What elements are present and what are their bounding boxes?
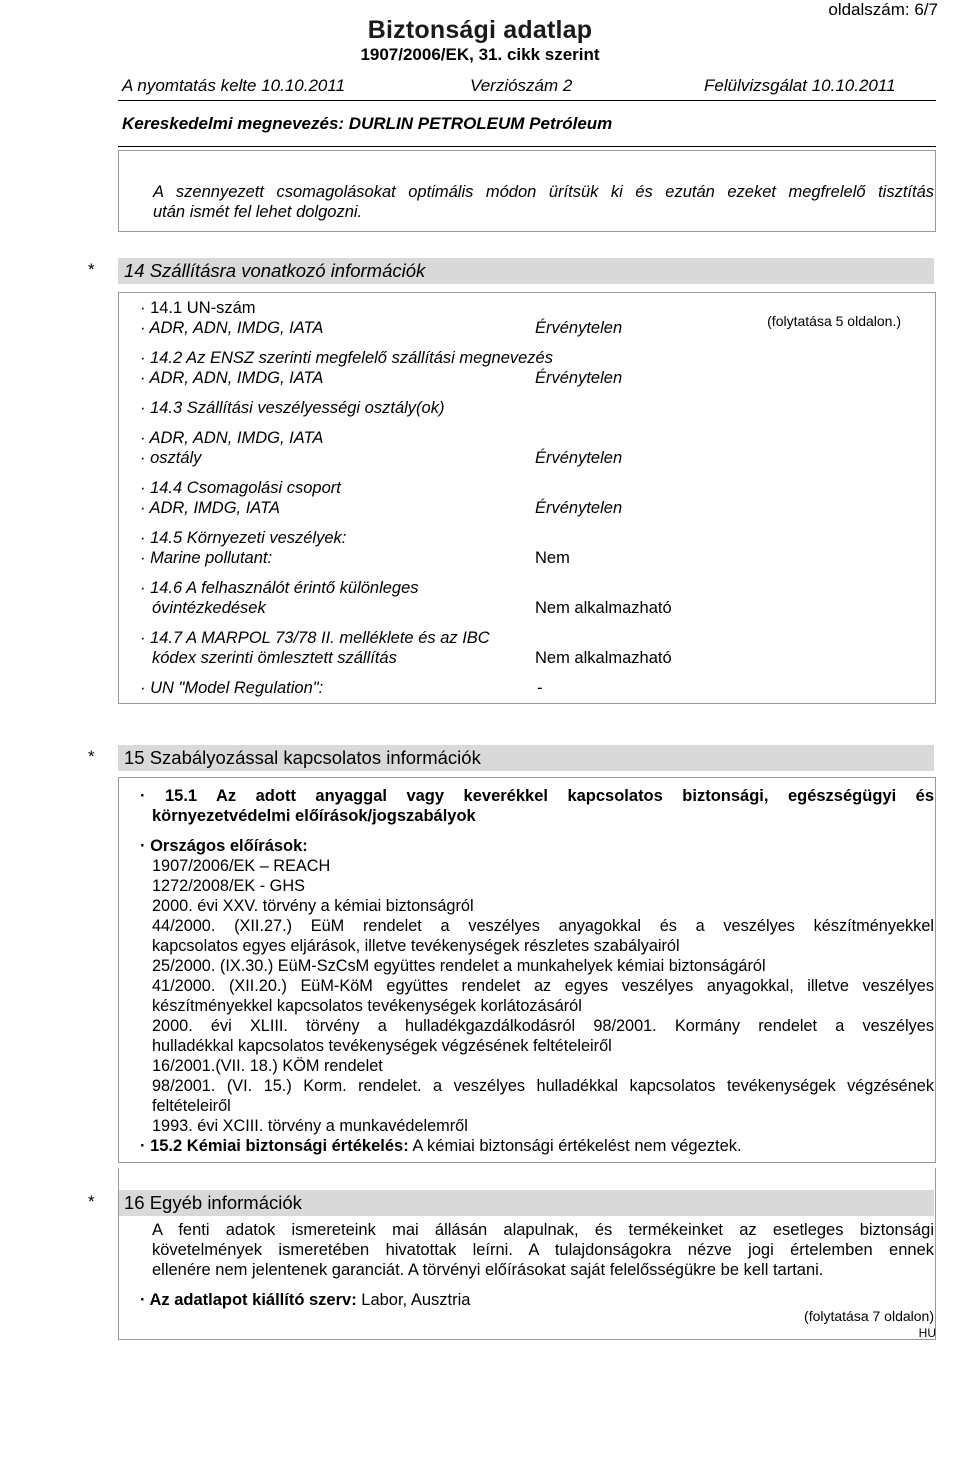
regulation-item: kapcsolatos egyes eljárások, illetve tevékenységek részletes szabályairól [152,937,680,955]
change-marker: * [88,747,95,766]
carryover-text-line2: után ismét fel lehet dolgozni. [153,203,363,221]
version-number: Verziószám 2 [470,76,573,95]
packing-group-label: · ADR, IMDG, IATA [140,499,280,517]
section-14-title: 14 Szállításra vonatkozó információk [124,260,426,281]
regulation-item: 44/2000. (XII.27.) EüM rendelet a veszélyes anyagokkal és a veszélyes készítményekkel [152,917,934,935]
regulation-item: 41/2000. (XII.20.) EüM-KöM együttes rendelet az egyes veszélyes anyagokkal, illetve veszélyes [152,977,934,995]
marpol-title: · 14.7 A MARPOL 73/78 II. melléklete és az IBC [140,629,490,647]
trade-name-divider [118,146,936,147]
regulations-15-1-title-cont: környezetvédelmi előírások/jogszabályok [152,807,476,825]
section-15-header [118,745,934,771]
continued-from-note: (folytatása 5 oldalon.) [767,313,901,329]
other-info-line1: A fenti adatok ismereteink mai állásán alapulnak, és termékeinket az esetleges biztonsági [152,1221,934,1239]
marpol-title-cont: kódex szerinti ömlesztett szállítás [152,649,397,667]
carryover-text-line1: A szennyezett csomagolásokat optimális módon ürítsük ki és ezután ezeket megfrelelő tisztítás [153,183,934,201]
special-precautions-value: Nem alkalmazható [535,599,672,617]
shipping-name-title: · 14.2 Az ENSZ szerinti megfelelő szállítási megnevezés [140,349,553,367]
issuer-info [140,1290,470,1310]
other-info-line3: ellenére nem jelentenek garanciát. A törvényi előírásokat saját felelősségükre be kell tartani. [152,1261,824,1279]
continued-to-note: (folytatása 7 oldalon) [804,1308,934,1324]
chemical-safety-assessment-text: A kémiai biztonsági értékelést nem végeztek. [408,1137,742,1155]
print-date: A nyomtatás kelte 10.10.2011 [122,76,346,95]
other-info-line2: követelmények ismeretében hivatottak leírni. A tulajdonságokra nézve jogi értelemben ennek [152,1241,934,1259]
issuer-label: · Az adatlapot kiállító szerv: [140,1291,357,1309]
page-number: oldalszám: 6/7 [828,0,938,19]
national-regulations-label: · Országos előírások: [140,837,308,855]
un-number-heading [140,298,256,318]
chemical-safety-assessment-label: · 15.2 Kémiai biztonsági értékelés: [140,1137,409,1155]
hazard-class-title: · 14.3 Szállítási veszélyességi osztály(ok) [140,399,445,417]
header-divider [118,100,936,101]
packing-group-title: · 14.4 Csomagolási csoport [140,479,341,497]
regulation-item: 2000. évi XXV. törvény a kémiai biztonságról [152,897,474,915]
hazard-class-sublabel: · osztály [140,449,202,467]
regulation-item: 16/2001.(VII. 18.) KÖM rendelet [152,1057,383,1075]
regulations-15-1-title: · 15.1 Az adott anyaggal vagy keverékkel kapcsolatos biztonsági, egészségügyi és [140,787,934,805]
regulation-item: feltételeiről [152,1097,231,1115]
regulation-item: készítményekkel kapcsolatos tevékenységek korlátozásáról [152,997,582,1015]
marine-pollutant-value: Nem [535,549,570,567]
shipping-name-label: · ADR, ADN, IMDG, IATA [140,369,324,387]
regulation-item: 2000. évi XLIII. törvény a hulladékgazdálkodásról 98/2001. Kormány rendelet a veszélyes [152,1017,934,1035]
un-model-regulation-value: - [537,679,543,697]
regulation-item: 1272/2008/EK - GHS [152,877,305,895]
regulation-item: 98/2001. (VI. 15.) Korm. rendelet. a veszélyes hulladékkal kapcsolatos tevékenységek végzésének [152,1077,934,1095]
hazard-class-label: · ADR, ADN, IMDG, IATA [140,429,324,447]
special-precautions-title: · 14.6 A felhasználót érintő különleges [140,579,419,597]
special-precautions-title-cont: óvintézkedések [152,599,266,617]
regulation-item: 25/2000. (IX.30.) EüM-SzCsM együttes rendelet a munkahelyek kémiai biztonságáról [152,957,766,975]
un-number-label: · ADR, ADN, IMDG, IATA [140,319,324,337]
language-code: HU [918,1326,936,1340]
un-number-title: · 14.1 UN-szám [140,299,256,317]
regulation-item: hulladékkal kapcsolatos tevékenységek végzésének feltételeiről [152,1037,612,1055]
document-title: Biztonsági adatlap [367,16,593,44]
review-date: Felülvizsgálat 10.10.2011 [704,76,896,95]
marpol-value: Nem alkalmazható [535,649,672,667]
change-marker: * [88,1192,95,1211]
shipping-name-value: Érvénytelen [535,369,623,387]
env-hazards-title: · 14.5 Környezeti veszélyek: [140,529,347,547]
issuer-value: Labor, Ausztria [356,1291,471,1309]
trade-name: Kereskedelmi megnevezés: DURLIN PETROLEUM Petróleum [122,114,613,133]
packing-group-value: Érvénytelen [535,499,623,517]
chemical-safety-assessment [140,1136,742,1156]
document-subtitle: 1907/2006/EK, 31. cikk szerint [360,45,600,64]
un-model-regulation-label: · UN "Model Regulation": [140,679,324,697]
un-number-value: Érvénytelen [535,319,623,337]
section-14-header [118,258,934,284]
regulation-item: 1907/2006/EK – REACH [152,857,331,875]
marine-pollutant-label: · Marine pollutant: [140,549,273,567]
hazard-class-value: Érvénytelen [535,449,623,467]
change-marker: * [88,260,95,279]
section-16-title: 16 Egyéb információk [124,1192,302,1213]
section-15-title: 15 Szabályozással kapcsolatos információk [124,747,481,768]
regulation-item: 1993. évi XCIII. törvény a munkavédelemről [152,1117,468,1135]
